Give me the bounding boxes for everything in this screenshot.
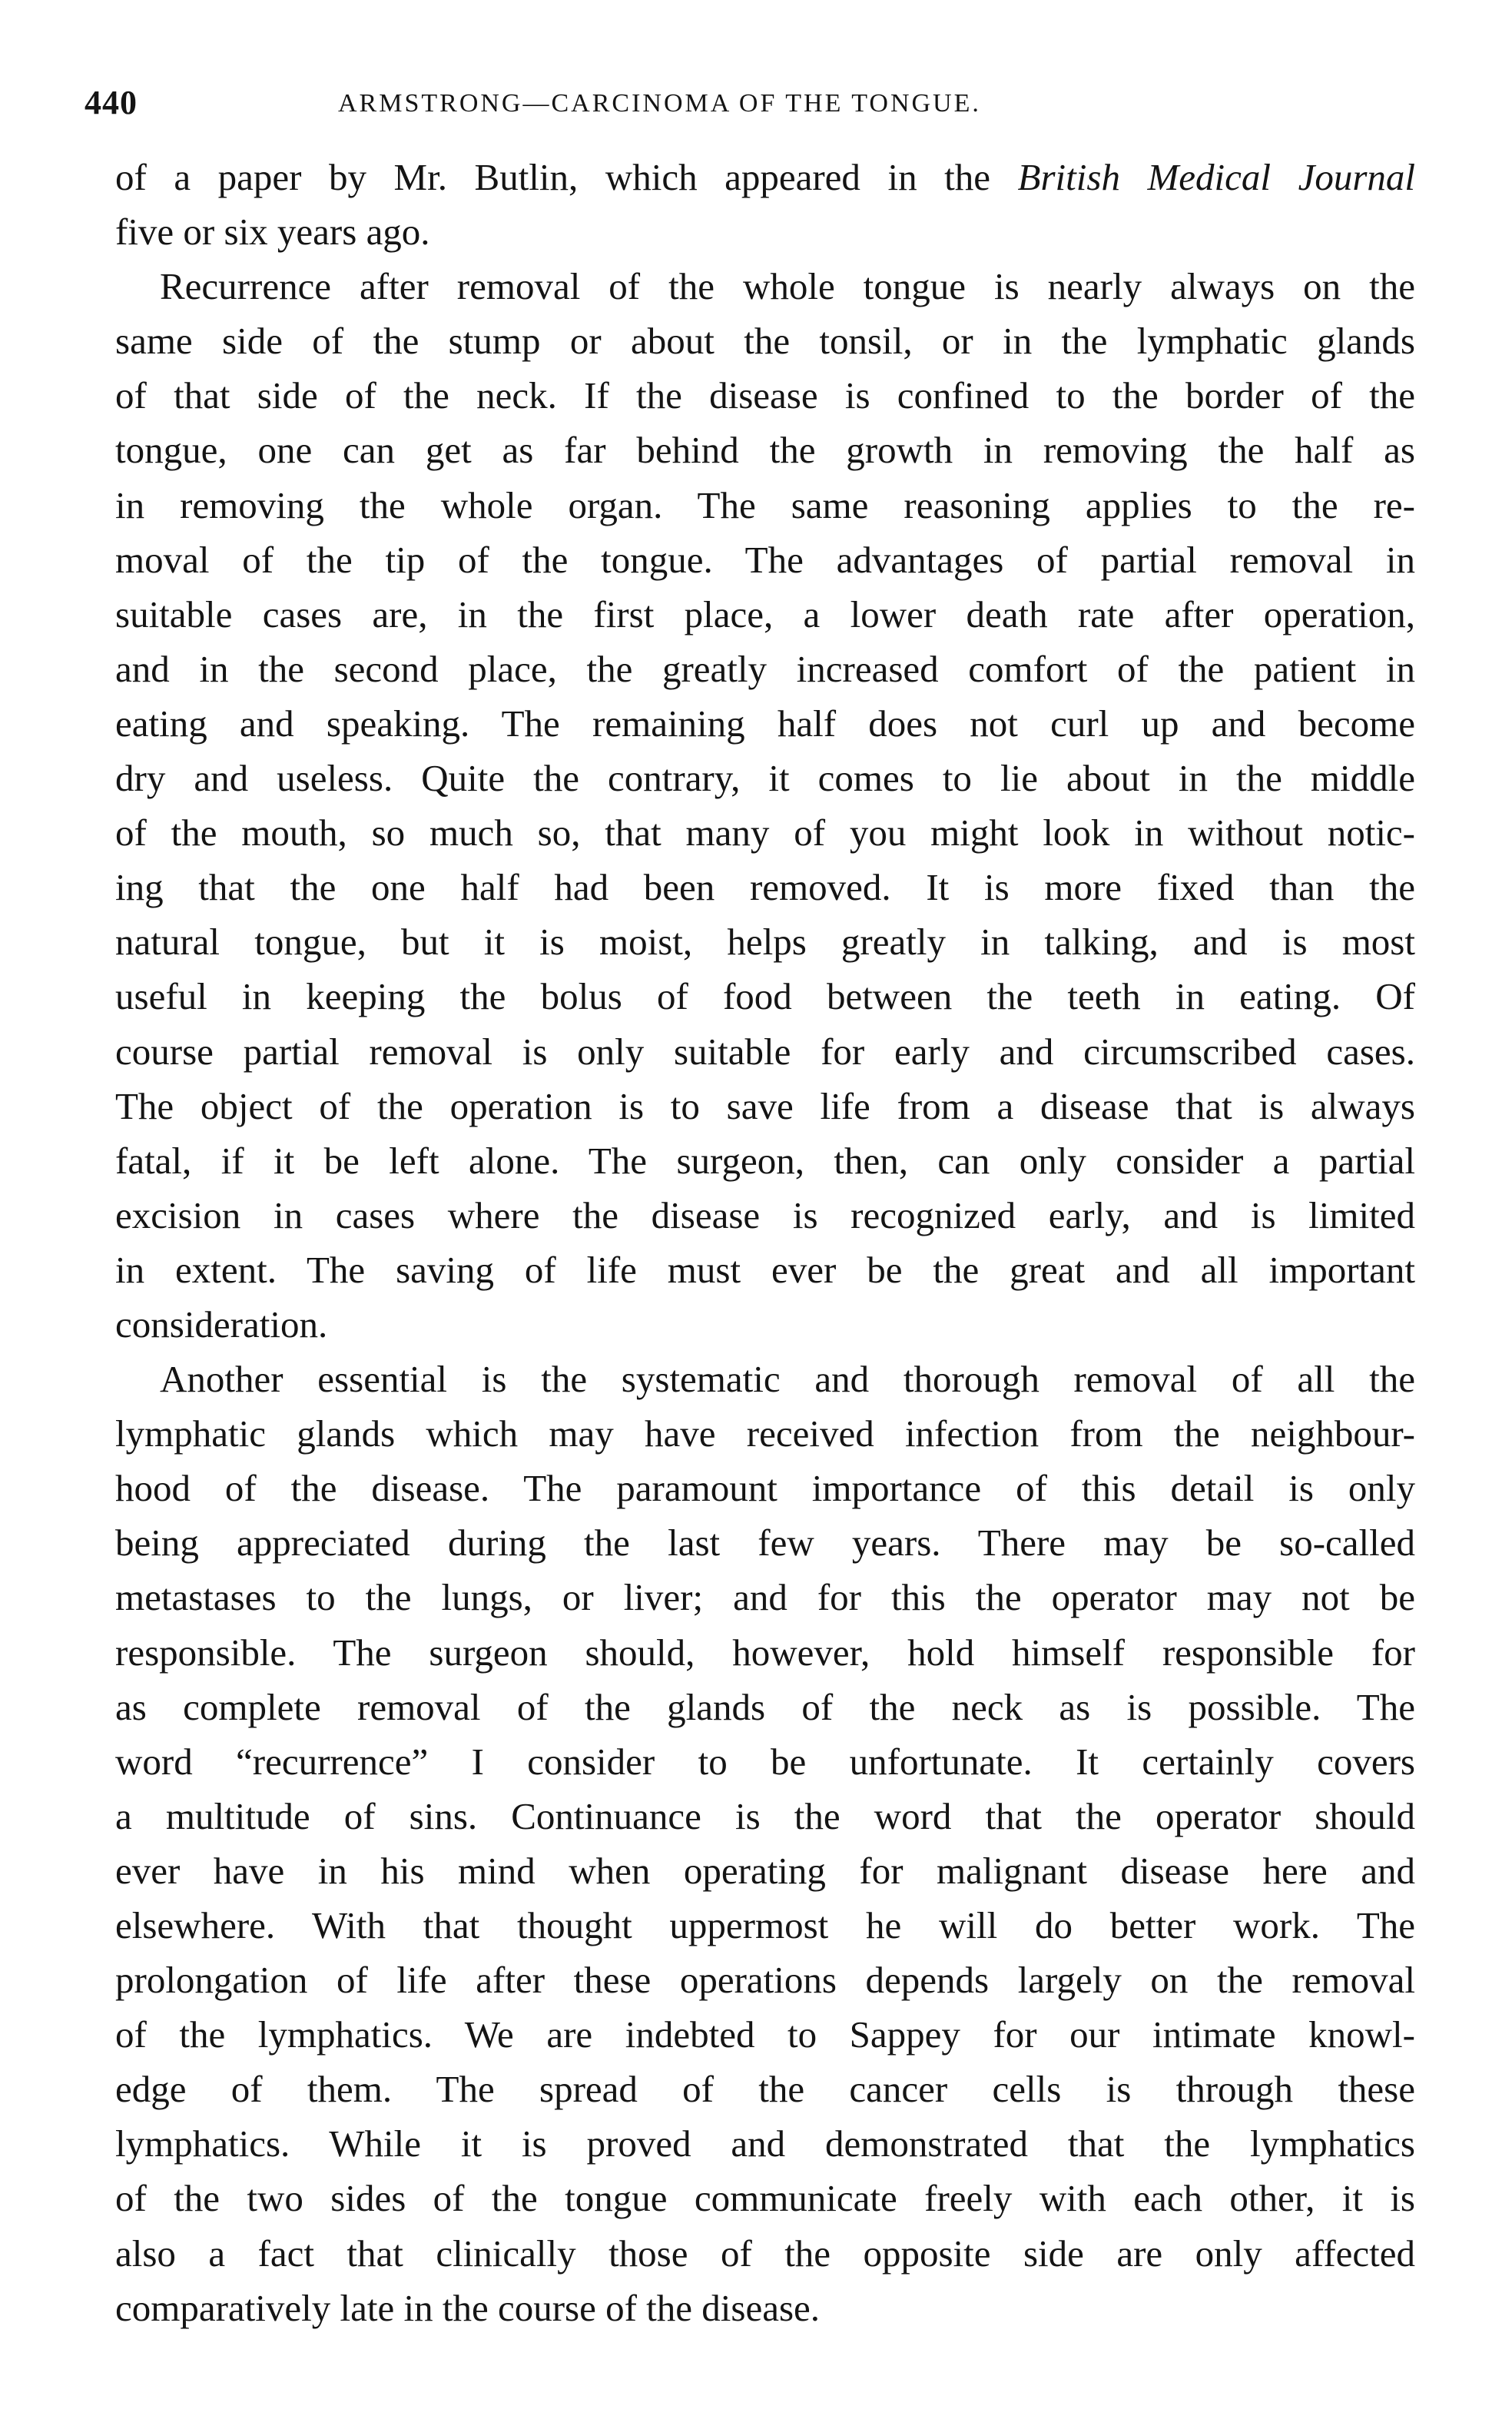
text-line: lymphatics. While it is proved and demonstrated that the lymphatics xyxy=(115,2122,1415,2165)
running-head: ARMSTRONG—CARCINOMA OF THE TONGUE. xyxy=(338,89,981,118)
text-line: ever have in his mind when operating for malignant disease here and xyxy=(115,1849,1415,1892)
text-line: eating and speaking. The remaining half does not curl up and become xyxy=(115,702,1415,745)
text-line: same side of the stump or about the tonsil, or in the lymphatic glands xyxy=(115,320,1415,363)
text-line: hood of the disease. The paramount importance of this detail is only xyxy=(115,1467,1415,1510)
text-line: responsible. The surgeon should, however, hold himself responsible for xyxy=(115,1631,1415,1674)
text-line: course partial removal is only suitable for early and circumscribed cases. xyxy=(115,1030,1415,1073)
text-line: useful in keeping the bolus of food between the teeth in eating. Of xyxy=(115,975,1415,1018)
text-line: The object of the operation is to save life from a disease that is always xyxy=(115,1084,1415,1127)
text-line: of the two sides of the tongue communicate freely with each other, it is xyxy=(115,2177,1415,2220)
paragraph xyxy=(115,259,1415,1352)
text-line: tongue, one can get as far behind the growth in removing the half as xyxy=(115,429,1415,472)
page-header xyxy=(85,83,1206,129)
text-line: comparatively late in the course of the disease. xyxy=(115,2286,821,2329)
text-line: also a fact that clinically those of the opposite side are only affected xyxy=(115,2232,1415,2275)
text-line: excision in cases where the disease is recognized early, and is limited xyxy=(115,1193,1415,1236)
text-line: natural tongue, but it is moist, helps greatly in talking, and is most xyxy=(115,921,1415,964)
text-line: being appreciated during the last few years. There may be so-called xyxy=(115,1521,1415,1565)
text-line: suitable cases are, in the first place, a lower death rate after operation, xyxy=(115,592,1415,635)
text-line: edge of them. The spread of the cancer cells is through these xyxy=(115,2068,1415,2111)
body-text xyxy=(115,150,1415,2335)
text-line: lymphatic glands which may have received infection from the neighbour- xyxy=(115,1412,1415,1455)
text-line: as complete removal of the glands of the neck as is possible. The xyxy=(115,1685,1415,1728)
text-line: in removing the whole organ. The same reasoning applies to the re- xyxy=(115,483,1415,526)
text-line: dry and useless. Quite the contrary, it comes to lie about in the middle xyxy=(115,757,1415,800)
text-line: of that side of the neck. If the disease is confined to the border of the xyxy=(115,374,1415,417)
text-line: Recurrence after removal of the whole tongue is nearly always on the xyxy=(160,265,1415,308)
page-number: 440 xyxy=(85,84,138,121)
text-line: and in the second place, the greatly increased comfort of the patient in xyxy=(115,647,1415,690)
text-line: of the mouth, so much so, that many of you might look in without notic- xyxy=(115,811,1415,854)
text-line: Another essential is the systematic and thorough removal of all the xyxy=(160,1358,1415,1401)
journal-title: British Medical Journal xyxy=(1017,156,1415,198)
text-line: elsewhere. With that thought uppermost he will do better work. The xyxy=(115,1904,1415,1946)
text-line: of a paper by Mr. Butlin, which appeared in the British Medical Journal xyxy=(115,156,1415,198)
text-line: in extent. The saving of life must ever be the great and all important xyxy=(115,1248,1415,1291)
text-line: of the lymphatics. We are indebted to Sappey for our intimate knowl- xyxy=(115,2013,1415,2056)
text-line: word “recurrence” I consider to be unfortunate. It certainly covers xyxy=(115,1740,1415,1783)
text-line: fatal, if it be left alone. The surgeon, then, can only consider a partial xyxy=(115,1139,1415,1182)
paragraph xyxy=(115,1352,1415,2335)
text-line: ing that the one half had been removed. It is more fixed than the xyxy=(115,866,1415,909)
text-line: consideration. xyxy=(115,1302,328,1346)
paragraph xyxy=(115,150,1415,259)
text-line: prolongation of life after these operations depends largely on the removal xyxy=(115,1959,1415,2002)
text-line: metastases to the lungs, or liver; and for this the operator may not be xyxy=(115,1576,1415,1619)
text-line: five or six years ago. xyxy=(115,211,430,254)
text-line: a multitude of sins. Continuance is the word that the operator should xyxy=(115,1794,1415,1837)
text-line: moval of the tip of the tongue. The advantages of partial removal in xyxy=(115,538,1415,581)
